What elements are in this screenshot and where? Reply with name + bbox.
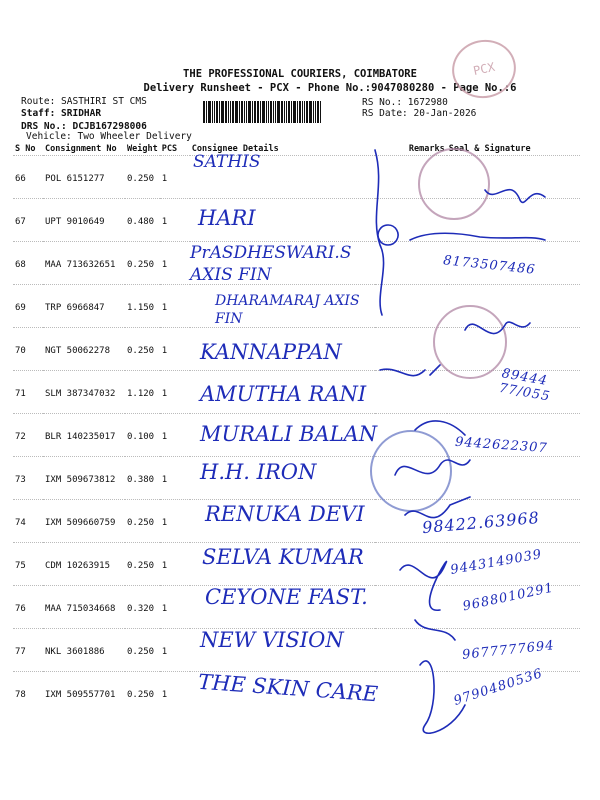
cell-consignment: CDM 10263915 [43, 543, 125, 586]
handwritten-phone: 9677777694 [461, 638, 556, 663]
handwritten-phone: 8173507486 [442, 253, 537, 278]
cell-sno: 78 [13, 672, 43, 715]
handwritten-consignee: KANNAPPAN [200, 340, 342, 364]
barcode-bar [225, 101, 227, 123]
barcode-bar [270, 101, 272, 123]
col-seal: Seal & Signature [448, 144, 531, 154]
handwritten-phone: 89444 77/055 [497, 366, 552, 405]
col-pcs: PCS [161, 144, 178, 154]
cell-weight: 0.380 [125, 457, 160, 500]
cell-sno: 71 [13, 371, 43, 414]
cell-consignment: BLR 140235017 [43, 414, 125, 457]
barcode-bar [235, 101, 238, 123]
barcode-bar [257, 101, 259, 123]
cell-pcs: 1 [160, 285, 190, 328]
handwritten-phone: 9442622307 [454, 434, 549, 457]
cell-consignment: NKL 3601886 [43, 629, 125, 672]
col-sno: S No [15, 144, 36, 154]
barcode-bar [248, 101, 251, 123]
barcode-bar [262, 101, 265, 123]
cell-weight: 0.250 [125, 629, 160, 672]
barcode-bar [254, 101, 256, 123]
barcode-bar [221, 101, 224, 123]
col-consignee: Consignee Details [191, 144, 279, 154]
cell-sno: 69 [13, 285, 43, 328]
cell-pcs: 1 [160, 371, 190, 414]
cell-consignment: IXM 509557701 [43, 672, 125, 715]
cell-pcs: 1 [160, 156, 190, 199]
signature-scribble [400, 561, 446, 610]
signatures [370, 145, 585, 745]
cell-weight: 0.250 [125, 242, 160, 285]
barcode-bar [306, 101, 308, 123]
handwritten-consignee: DHARAMARAJ AXIS FIN [215, 293, 360, 327]
signature-scribble [378, 225, 398, 245]
signature-scribble [405, 497, 470, 518]
drs-number: DRS No.: DCJB167298006 [21, 121, 147, 132]
barcode-bar [313, 101, 314, 123]
cell-sno: 70 [13, 328, 43, 371]
route-text: Route: SASTHIRI ST CMS [21, 96, 147, 107]
handwritten-phone: 9443149039 [449, 547, 544, 578]
handwritten-consignee: NEW VISION [200, 628, 344, 652]
barcode-bar [232, 101, 234, 123]
barcode-bar [214, 101, 215, 123]
barcode-bar [281, 101, 283, 123]
cell-consignment: IXM 509673812 [43, 457, 125, 500]
cell-weight: 0.250 [125, 543, 160, 586]
col-consignment: Consignment No [45, 144, 117, 154]
pcx-stamp: PCX [447, 34, 522, 104]
barcode-bar [268, 101, 269, 123]
cell-consignment: UPT 9010649 [43, 199, 125, 242]
cell-pcs: 1 [160, 543, 190, 586]
barcode-bar [230, 101, 231, 123]
barcode-bar [293, 101, 296, 123]
handwritten-consignee: PrASDHESWARI.S AXIS FIN [190, 243, 352, 285]
cell-weight: 0.250 [125, 156, 160, 199]
barcode-bar [302, 101, 303, 123]
barcode-bar [266, 101, 267, 123]
barcode-bar [216, 101, 218, 123]
signature-scribble [420, 661, 465, 733]
signature-scribble [415, 620, 455, 640]
handwritten-phone: 98422.63968 [421, 507, 541, 538]
barcode-bar [219, 101, 220, 123]
handwritten-consignee: HARI [198, 206, 256, 230]
rs-date: RS Date: 20-Jan-2026 [362, 108, 477, 119]
cell-sno: 74 [13, 500, 43, 543]
cell-sno: 76 [13, 586, 43, 629]
cell-weight: 0.480 [125, 199, 160, 242]
cell-sno: 66 [13, 156, 43, 199]
cell-consignment: MAA 713632651 [43, 242, 125, 285]
col-remarks: Remarks [408, 144, 445, 154]
col-weight: Weight [127, 144, 158, 154]
barcode-bar [277, 101, 280, 123]
barcode-bar [273, 101, 274, 123]
barcode-bar [246, 101, 247, 123]
barcode-bar [252, 101, 253, 123]
cell-consignment: IXM 509660759 [43, 500, 125, 543]
barcode-bar [291, 101, 292, 123]
barcode-bar [203, 101, 205, 123]
signature-scribble [395, 460, 470, 475]
handwritten-consignee: SATHIS [193, 152, 261, 172]
signature-scribble [465, 322, 530, 333]
rs-number: RS No.: 1672980 [362, 97, 448, 108]
cell-consignment: SLM 387347032 [43, 371, 125, 414]
handwritten-consignee: H.H. IRON [200, 460, 317, 484]
cell-pcs: 1 [160, 199, 190, 242]
cell-consignment: MAA 715034668 [43, 586, 125, 629]
vehicle-text: Vehicle: Two Wheeler Delivery [26, 131, 192, 142]
cell-pcs: 1 [160, 629, 190, 672]
cell-sno: 77 [13, 629, 43, 672]
handwritten-consignee: CEYONE FAST. [205, 585, 368, 609]
cell-pcs: 1 [160, 457, 190, 500]
staff-text: Staff: SRIDHAR [21, 108, 102, 119]
barcode-bar [241, 101, 243, 123]
handwritten-consignee: AMUTHA RANI [200, 382, 367, 406]
cell-weight: 0.250 [125, 328, 160, 371]
cell-consignment: POL 6151277 [43, 156, 125, 199]
company-title: THE PROFESSIONAL COURIERS, COIMBATORE [183, 68, 417, 80]
handwritten-consignee: MURALI BALAN [200, 422, 378, 446]
handwritten-phone: 9790480536 [451, 666, 545, 709]
barcode-bar [288, 101, 290, 123]
barcode-bar [275, 101, 276, 123]
cell-sno: 72 [13, 414, 43, 457]
cell-weight: 0.320 [125, 586, 160, 629]
barcode-bar [309, 101, 312, 123]
cell-sno: 68 [13, 242, 43, 285]
cell-weight: 0.250 [125, 672, 160, 715]
cell-pcs: 1 [160, 414, 190, 457]
signature-scribble [415, 421, 465, 435]
cell-weight: 1.150 [125, 285, 160, 328]
cell-weight: 1.120 [125, 371, 160, 414]
cell-pcs: 1 [160, 242, 190, 285]
handwritten-consignee: THE SKIN CARE [197, 669, 379, 707]
cell-sno: 67 [13, 199, 43, 242]
barcode-bar [260, 101, 261, 123]
cell-consignment: TRP 6966847 [43, 285, 125, 328]
barcode-bar [304, 101, 305, 123]
barcode-bar [315, 101, 316, 123]
signature-scribble [380, 365, 440, 376]
handwritten-consignee: RENUKA DEVI [205, 502, 365, 526]
barcode-bar [284, 101, 285, 123]
cell-pcs: 1 [160, 500, 190, 543]
cell-consignment: NGT 50062278 [43, 328, 125, 371]
barcode-bar [208, 101, 211, 123]
cell-weight: 0.100 [125, 414, 160, 457]
signature-scribble [485, 190, 545, 203]
barcode-bar [228, 101, 229, 123]
cell-pcs: 1 [160, 672, 190, 715]
cell-pcs: 1 [160, 328, 190, 371]
cell-pcs: 1 [160, 586, 190, 629]
barcode-bar [239, 101, 240, 123]
barcode-bar [244, 101, 245, 123]
barcode-bar [297, 101, 298, 123]
barcode-bar [317, 101, 319, 123]
signature-scribble [375, 150, 384, 315]
cell-sno: 73 [13, 457, 43, 500]
barcode-bar [212, 101, 213, 123]
runsheet-title: Delivery Runsheet - PCX - Phone No.:9047080280 - Page No.:6 [143, 82, 517, 94]
barcode-bar [206, 101, 207, 123]
cell-weight: 0.250 [125, 500, 160, 543]
barcode-bar [320, 101, 321, 123]
handwritten-phone: 9688010291 [461, 580, 556, 615]
barcode-bar [286, 101, 287, 123]
signature-scribble [410, 233, 545, 240]
handwritten-consignee: SELVA KUMAR [202, 545, 364, 569]
barcode [203, 101, 353, 123]
barcode-bar [299, 101, 301, 123]
cell-sno: 75 [13, 543, 43, 586]
